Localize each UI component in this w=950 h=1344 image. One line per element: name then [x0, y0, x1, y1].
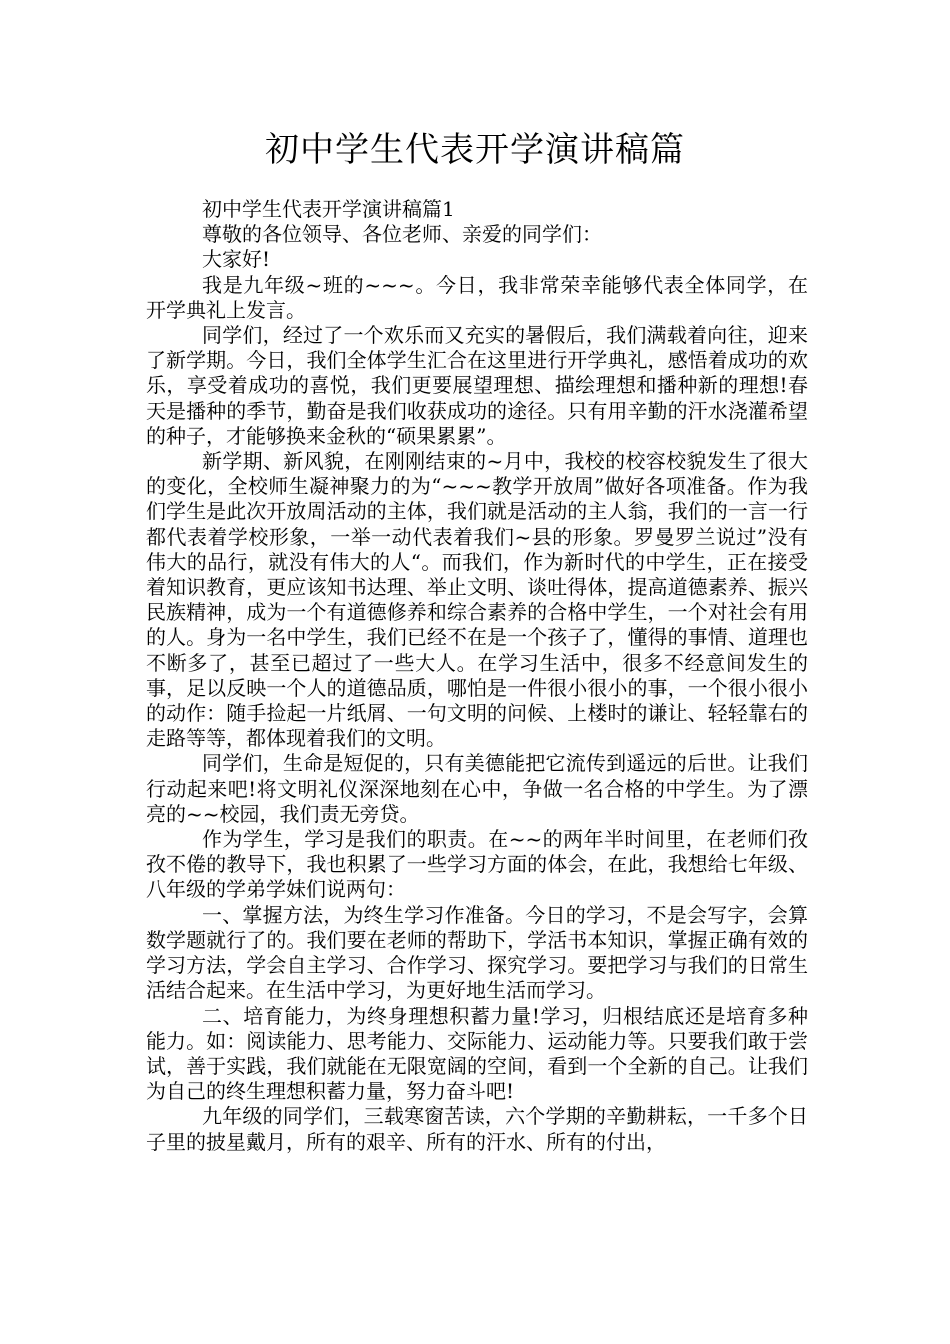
paragraph-intro: 我是九年级~班的~~~。今日，我非常荣幸能够代表全体同学，在开学典礼上发言。 — [146, 272, 808, 322]
document-title: 初中学生代表开学演讲稿篇 — [265, 130, 685, 170]
paragraph-point-two: 二、培育能力，为终身理想积蓄力量!学习，归根结底还是培育多种能力。如：阅读能力、思考能力、交际能力、运动能力等。只要我们敢于尝试，善于实践，我们就能在无限宽阔的空间，看到一个全新的自己。让我们为自己的终生理想积蓄力量，努力奋斗吧! — [146, 1003, 808, 1104]
paragraph-new-semester: 同学们，经过了一个欢乐而又充实的暑假后，我们满载着向往，迎来了新学期。今日，我们全体学生汇合在这里进行开学典礼，感悟着成功的欢乐，享受着成功的喜悦，我们更要展望理想、描绘理想和播种新的理想!春天是播种的季节，勤奋是我们收获成功的途径。只有用辛勤的汗水浇灌希望的种子，才能够换来金秋的“硕果累累”。 — [146, 323, 808, 448]
paragraph-virtue: 同学们，生命是短促的，只有美德能把它流传到遥远的后世。让我们行动起来吧!将文明礼仪深深地刻在心中，争做一名合格的中学生。为了漂亮的~~校园，我们责无旁贷。 — [146, 751, 808, 826]
paragraph-school-image: 新学期、新风貌，在刚刚结束的~月中，我校的校容校貌发生了很大的变化，全校师生凝神聚力的为“~~~教学开放周”做好各项准备。作为我们学生是此次开放周活动的主体，我们就是活动的主人翁，我们的一言一行都代表着学校形象，一举一动代表着我们~县的形象。罗曼罗兰说过”没有伟大的品行，就没有伟大的人“。而我们，作为新时代的中学生，正在接受着知识教育，更应该知书达理、举止文明、谈吐得体，提高道德素养、振兴民族精神，成为一个有道德修养和综合素养的合格中学生，一个对社会有用的人。身为一名中学生，我们已经不在是一个孩子了，懂得的事情、道理也不断多了，甚至已超过了一些大人。在学习生活中，很多不经意间发生的事，足以反映一个人的道德品质，哪怕是一件很小很小的事，一个很小很小的动作：随手捡起一片纸屑、一句文明的问候、上楼时的谦让、轻轻靠右的走路等等，都体现着我们的文明。 — [146, 449, 808, 751]
section-heading: 初中学生代表开学演讲稿篇1 — [202, 197, 455, 221]
paragraph-study-duty: 作为学生，学习是我们的职责。在~~的两年半时间里，在老师们孜孜不倦的教导下，我也积累了一些学习方面的体会，在此，我想给七年级、八年级的学弟学妹们说两句： — [146, 827, 808, 902]
paragraph-point-one: 一、掌握方法，为终生学习作准备。今日的学习，不是会写字，会算数学题就行了的。我们要在老师的帮助下，学活书本知识，掌握正确有效的学习方法，学会自主学习、合作学习、探究学习。要把学习与我们的日常生活结合起来。在生活中学习，为更好地生活而学习。 — [146, 902, 808, 1003]
salutation: 尊敬的各位领导、各位老师、亲爱的同学们： — [202, 222, 602, 247]
document-body — [146, 197, 808, 1155]
greeting: 大家好! — [202, 247, 271, 272]
paragraph-grade-nine: 九年级的同学们，三载寒窗苦读，六个学期的辛勤耕耘，一千多个日子里的披星戴月，所有的艰辛、所有的汗水、所有的付出， — [146, 1104, 808, 1154]
